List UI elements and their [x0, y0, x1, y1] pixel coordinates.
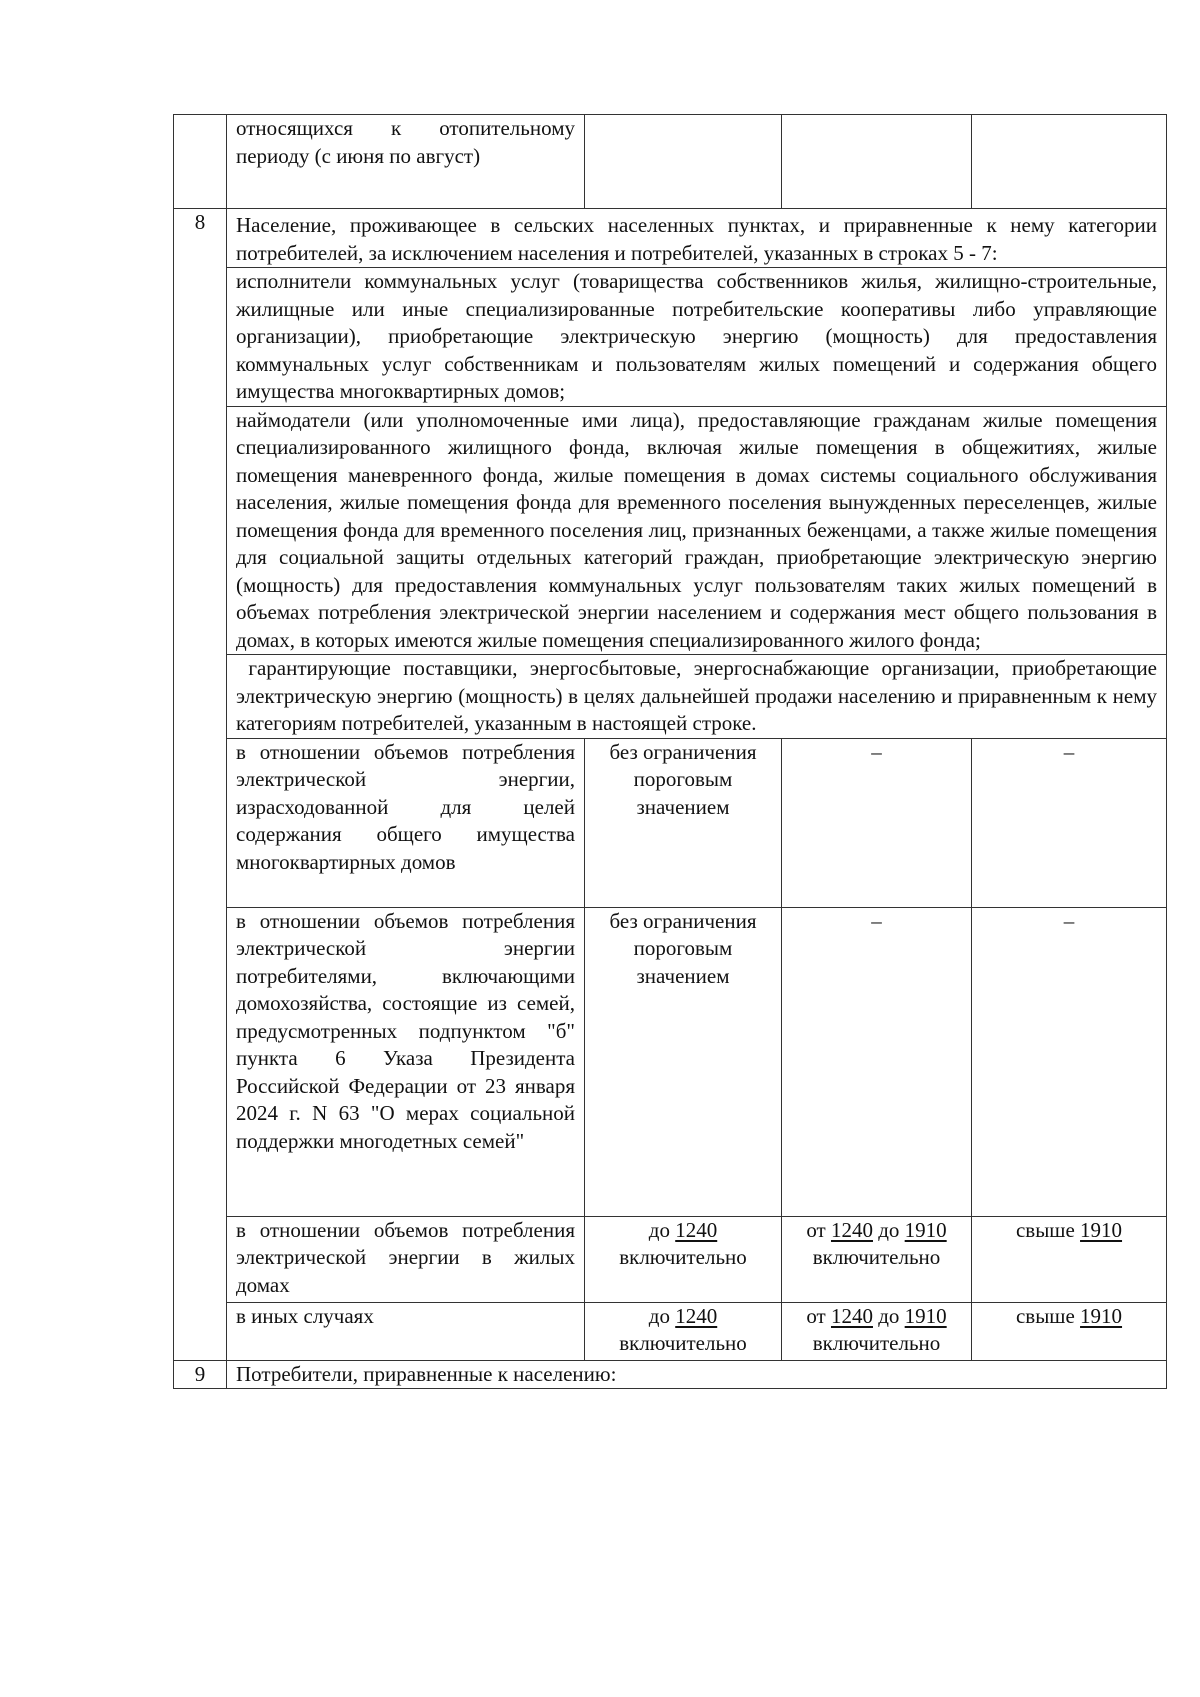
table-row [174, 907, 1167, 1216]
row-8-intro: Население, проживающее в сельских населенных пунктах, и приравненные к нему категории потребителей, за исключением населения и потребителей, указанных в строках 5 - 7: [227, 209, 1167, 268]
subrow-label: в иных случаях [227, 1302, 585, 1360]
subrow-label: в отношении объемов потребления электрической энергии в жилых домах [227, 1216, 585, 1302]
threshold-value: 1910 [1080, 1303, 1123, 1328]
table-row [174, 1360, 1167, 1389]
subrow-label: в отношении объемов потребления электрической энергии, израсходованной для целей содержания общего имущества многоквартирных домов [227, 738, 585, 907]
threshold-cell: без ограничения пороговым значением [585, 907, 782, 1216]
threshold-cell [585, 1216, 782, 1302]
threshold-cell [972, 1302, 1167, 1360]
threshold-suffix: включительно [812, 1331, 941, 1355]
threshold-prefix: до [648, 1303, 676, 1328]
threshold-prefix: свыше [1015, 1217, 1081, 1242]
row-number-8: 8 [174, 209, 227, 1361]
threshold-suffix: включительно [812, 1245, 941, 1269]
value-cell [585, 115, 782, 209]
table-row [174, 268, 1167, 407]
row-number-9: 9 [174, 1360, 227, 1389]
threshold-prefix: свыше [1015, 1303, 1081, 1328]
table-row [174, 209, 1167, 268]
threshold-value: 1910 [1080, 1217, 1123, 1242]
threshold-cell [585, 1302, 782, 1360]
row-8-paragraph-3: гарантирующие поставщики, энергосбытовые, энергоснабжающие организации, приобретающие электрическую энергию (мощность) в целях дальнейшей продажи населению и приравненным к нему категориям потребителей, указанным в настоящей строке. [227, 655, 1167, 739]
threshold-cell: без ограничения пороговым значением [585, 738, 782, 907]
threshold-cell: – [782, 738, 972, 907]
threshold-value: 1240 [830, 1217, 873, 1242]
threshold-prefix: от [806, 1217, 831, 1242]
threshold-cell: – [972, 738, 1167, 907]
threshold-value: 1910 [904, 1217, 947, 1242]
table-row [174, 115, 1167, 209]
row-9-label: Потребители, приравненные к населению: [227, 1360, 1167, 1389]
threshold-cell [782, 1216, 972, 1302]
threshold-cell [782, 1302, 972, 1360]
threshold-value: 1910 [904, 1303, 947, 1328]
row-8-paragraph-1: исполнители коммунальных услуг (товарищества собственников жилья, жилищно-строительные, жилищные или иные специализированные потребительские кооперативы либо управляющие организации), приобретающие электрическую энергию (мощность) для предоставления коммунальных услуг собственникам и пользователям жилых помещений и содержания общего имущества многоквартирных домов; [227, 268, 1167, 407]
threshold-suffix: включительно [619, 1331, 747, 1355]
threshold-cell [972, 1216, 1167, 1302]
threshold-middle: до [872, 1303, 905, 1328]
threshold-suffix: включительно [619, 1245, 747, 1269]
table-row [174, 406, 1167, 655]
table-row [174, 738, 1167, 907]
threshold-value: 1240 [675, 1303, 718, 1328]
table-row [174, 1216, 1167, 1302]
threshold-cell: – [972, 907, 1167, 1216]
row-8-paragraph-2: наймодатели (или уполномоченные ими лица), предоставляющие гражданам жилые помещения специализированного жилищного фонда, включая жилые помещения в общежитиях, жилые помещения маневренного фонда, жилые помещения в домах системы социального обслуживания населения, жилые помещения фонда для временного поселения вынужденных переселенцев, жилые помещения фонда для временного поселения лиц, признанных беженцами, а также жилые помещения для социальной защиты отдельных категорий граждан, приобретающие электрическую энергию (мощность) для предоставления коммунальных услуг пользователям таких жилых помещений в объемах потребления электрической энергии населением и содержания мест общего пользования в домах, в которых имеются жилые помещения специализированного жилого фонда; [227, 406, 1167, 655]
table-row [174, 1302, 1167, 1360]
threshold-value: 1240 [830, 1303, 873, 1328]
subrow-label: в отношении объемов потребления электрической энергии потребителями, включающими домохозяйства, состоящие из семей, предусмотренных подпунктом "б" пункта 6 Указа Президента Российской Федерации от 23 января 2024 г. N 63 "О мерах социальной поддержки многодетных семей" [227, 907, 585, 1216]
continuation-label: относящихся к отопительному периоду (с июня по август) [227, 115, 585, 209]
threshold-prefix: от [806, 1303, 831, 1328]
table-row [174, 655, 1167, 739]
threshold-prefix: до [648, 1217, 676, 1242]
threshold-middle: до [872, 1217, 905, 1242]
threshold-cell: – [782, 907, 972, 1216]
tariff-table [173, 114, 1167, 1389]
value-cell [782, 115, 972, 209]
threshold-value: 1240 [675, 1217, 718, 1242]
row-number-cell [174, 115, 227, 209]
value-cell [972, 115, 1167, 209]
